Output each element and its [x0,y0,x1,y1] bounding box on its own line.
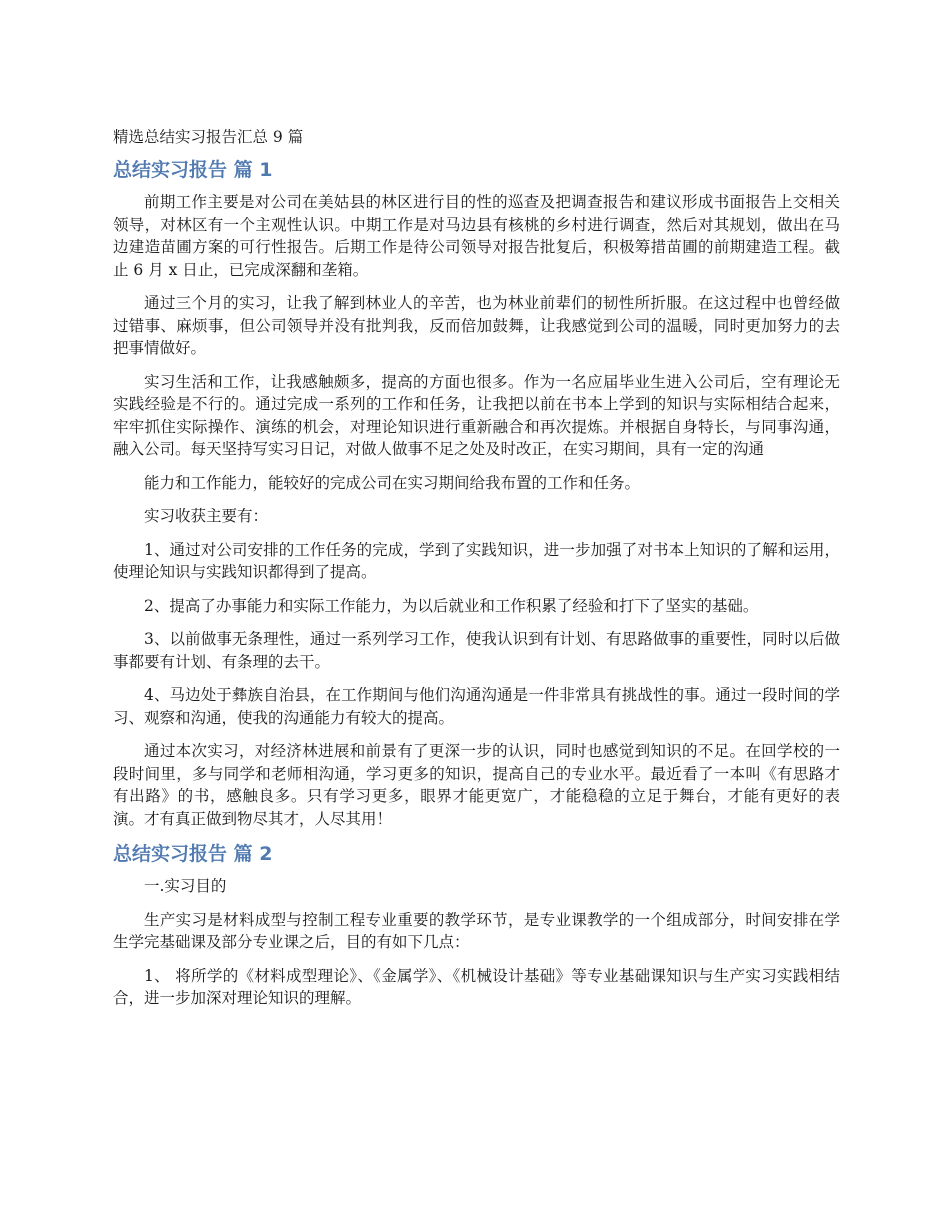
section-1 [113,157,840,830]
paragraph: 前期工作主要是对公司在美姑县的林区进行目的性的巡查及把调查报告和建议形成书面报告上交相关领导，对林区有一个主观性认识。中期工作是对马边县有核桃的乡村进行调查，然后对其规划，做出在马边建造苗圃方案的可行性报告。后期工作是待公司领导对报告批复后，积极筹措苗圃的前期建造工程。截止 6 月 x 日止，已完成深翻和垄箱。 [113,193,840,279]
list-paragraph: 2、提高了办事能力和实际工作能力，为以后就业和工作积累了经验和打下了坚实的基础。 [144,596,759,615]
document-title: 精选总结实习报告汇总 9 篇 [113,128,304,146]
section-2 [113,841,840,1010]
paragraph: 实习收获主要有： [144,507,269,525]
paragraph: 通过本次实习，对经济林进展和前景有了更深一步的认识，同时也感觉到知识的不足。在回学校的一段时间里，多与同学和老师相沟通，学习更多的知识，提高自己的专业水平。最近看了一本叫《有思路才有出路》的书，感触良多。只有学习更多，眼界才能更宽广，才能稳稳的立足于舞台，才能有更好的表演。才有真正做到物尽其才，人尽其用！ [113,742,840,828]
list-paragraph: 4、马边处于彝族自治县，在工作期间与他们沟通沟通是一件非常具有挑战性的事。通过一段时间的学习、观察和沟通，使我的沟通能力有较大的提高。 [113,686,840,727]
paragraph: 一.实习目的 [144,877,227,895]
paragraph: 生产实习是材料成型与控制工程专业重要的教学环节，是专业课教学的一个组成部分，时间安排在学生学完基础课及部分专业课之后，目的有如下几点： [113,910,840,951]
section-heading: 总结实习报告 篇 2 [113,843,273,865]
paragraph: 实习生活和工作，让我感触颇多，提高的方面也很多。作为一名应届毕业生进入公司后，空有理论无实践经验是不行的。通过完成一系列的工作和任务，让我把以前在书本上学到的知识与实际相结合起来，牢牢抓住实际操作、演练的机会，对理论知识进行重新融合和再次提炼。并根据自身特长，与同事沟通，融入公司。每天坚持写实习日记，对做人做事不足之处及时改正，在实习期间，具有一定的沟通 [113,372,840,458]
section-heading: 总结实习报告 篇 1 [113,159,273,181]
list-paragraph: 1、通过对公司安排的工作任务的完成，学到了实践知识，进一步加强了对书本上知识的了解和运用，使理论知识与实践知识都得到了提高。 [113,540,840,581]
list-paragraph: 1、 将所学的《材料成型理论》、《金属学》、《机械设计基础》等专业基础课知识与生产实习实践相结合，进一步加深对理论知识的理解。 [113,966,840,1007]
list-paragraph: 3、以前做事无条理性，通过一系列学习工作，使我认识到有计划、有思路做事的重要性，同时以后做事都要有计划、有条理的去干。 [113,630,840,671]
paragraph: 能力和工作能力，能较好的完成公司在实习期间给我布置的工作和任务。 [144,473,641,492]
document-page [113,126,840,1021]
paragraph: 通过三个月的实习，让我了解到林业人的辛苦，也为林业前辈们的韧性所折服。在这过程中也曾经做过错事、麻烦事，但公司领导并没有批判我，反而倍加鼓舞，让我感觉到公司的温暖，同时更加努力的去把事情做好。 [113,294,840,357]
